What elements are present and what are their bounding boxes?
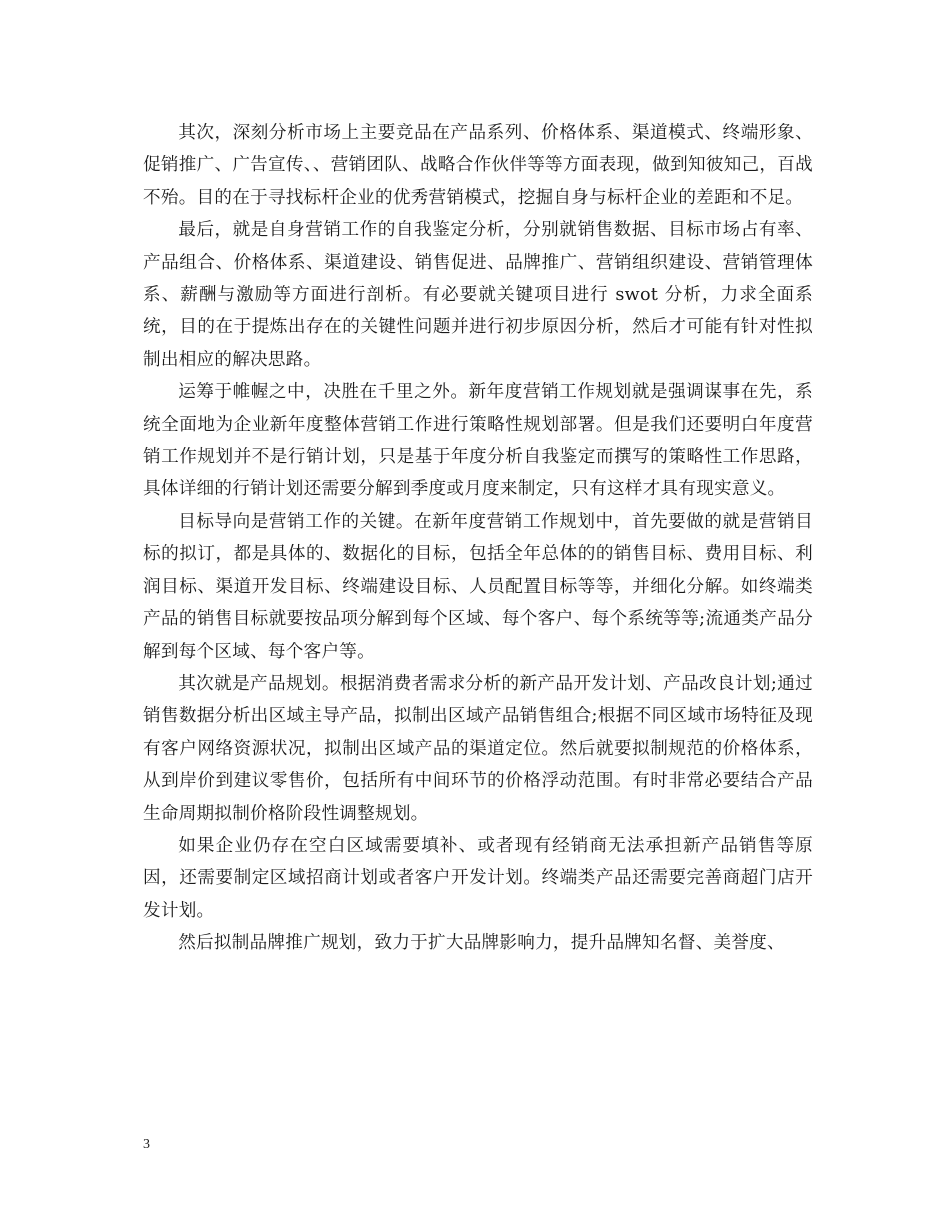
document-body	[143, 117, 813, 960]
paragraph: 最后，就是自身营销工作的自我鉴定分析，分别就销售数据、目标市场占有率、产品组合、价格体系、渠道建设、销售促进、品牌推广、营销组织建设、营销管理体系、薪酬与激励等方面进行剖析。有必要就关键项目进行 swot 分析，力求全面系统，目的在于提炼出存在的关键性问题并进行初步原因分析，然后才可能有针对性拟制出相应的解决思路。	[143, 220, 813, 370]
paragraph: 其次就是产品规划。根据消费者需求分析的新产品开发计划、产品改良计划;通过销售数据分析出区域主导产品，拟制出区域产品销售组合;根据不同区域市场特征及现有客户网络资源状况，拟制出区域产品的渠道定位。然后就要拟制规范的价格体系，从到岸价到建议零售价，包括所有中间环节的价格浮动范围。有时非常必要结合产品生命周期拟制价格阶段性调整规划。	[143, 673, 813, 824]
paragraph: 如果企业仍存在空白区域需要填补、或者现有经销商无法承担新产品销售等原因，还需要制定区域招商计划或者客户开发计划。终端类产品还需要完善商超门店开发计划。	[143, 835, 813, 921]
paragraph: 然后拟制品牌推广规划，致力于扩大品牌影响力，提升品牌知名督、美誉度、	[178, 933, 785, 954]
paragraph: 运筹于帷幄之中，决胜在千里之外。新年度营销工作规划就是强调谋事在先，系统全面地为企业新年度整体营销工作进行策略性规划部署。但是我们还要明白年度营销工作规划并不是行销计划，只是基于年度分析自我鉴定而撰写的策略性工作思路，具体详细的行销计划还需要分解到季度或月度来制定，只有这样才具有现实意义。	[143, 382, 813, 500]
paragraph: 其次，深刻分析市场上主要竞品在产品系列、价格体系、渠道模式、终端形象、促销推广、广告宣传、、营销团队、战略合作伙伴等等方面表现，做到知彼知己，百战不殆。目的在于寻找标杆企业的优秀营销模式，挖掘自身与标杆企业的差距和不足。	[143, 123, 813, 208]
page-number: 3	[143, 1137, 150, 1152]
paragraph: 目标导向是营销工作的关键。在新年度营销工作规划中，首先要做的就是营销目标的拟订，都是具体的、数据化的目标，包括全年总体的的销售目标、费用目标、利润目标、渠道开发目标、终端建设目标、人员配置目标等等，并细化分解。如终端类产品的销售目标就要按品项分解到每个区域、每个客户、每个系统等等;流通类产品分解到每个区域、每个客户等。	[143, 511, 813, 662]
